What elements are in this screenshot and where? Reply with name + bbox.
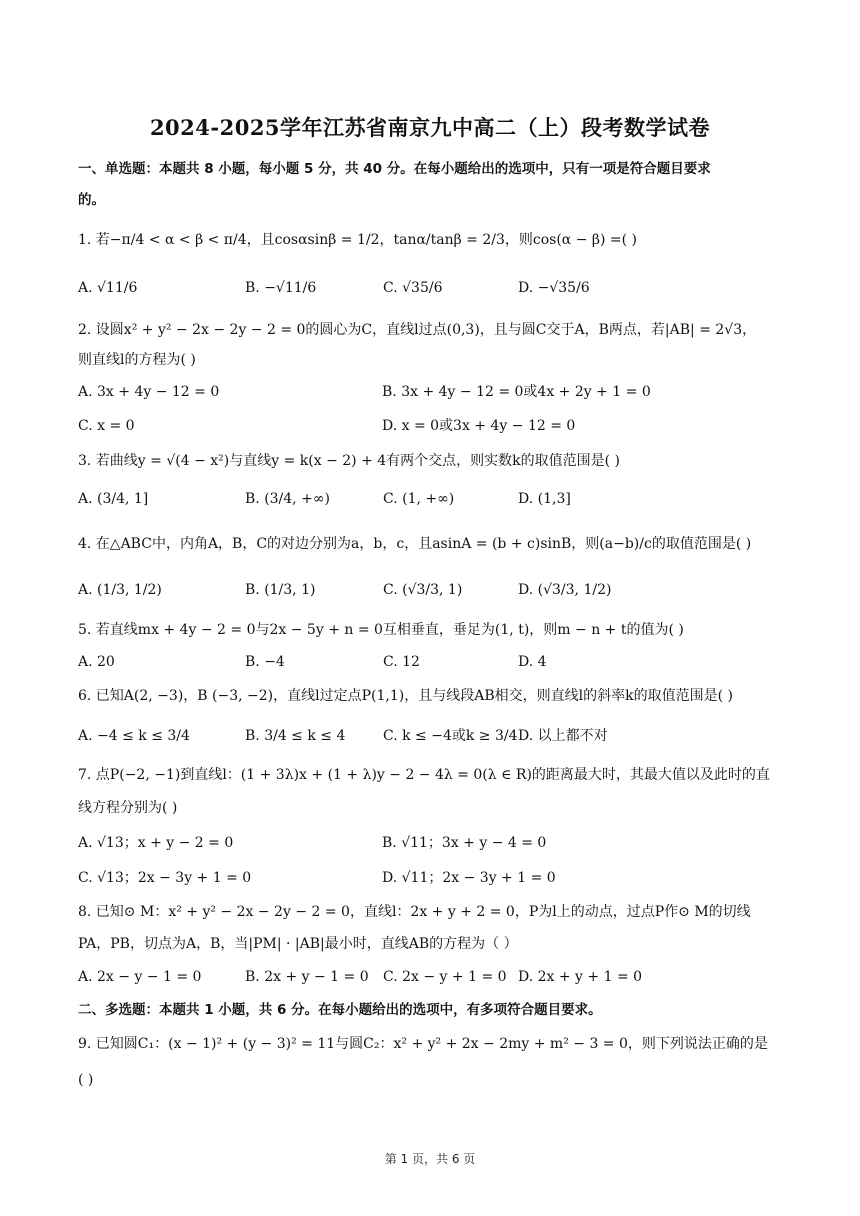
question-5-option-b: B. −4	[245, 654, 285, 670]
question-5-option-c: C. 12	[383, 654, 420, 670]
page-footer: 第 1 页，共 6 页	[384, 1152, 476, 1166]
question-4-option-a: A. (1/3, 1/2)	[78, 582, 162, 598]
question-1-option-d: D. −√35/6	[518, 280, 590, 296]
question-2-option-b: B. 3x + 4y − 12 = 0或4x + 2y + 1 = 0	[382, 384, 651, 400]
question-8-option-b: B. 2x + y − 1 = 0	[245, 969, 369, 985]
question-6-option-c: C. k ≤ −4或k ≥ 3/4	[383, 728, 518, 744]
question-3-option-d: D. (1,3]	[518, 491, 571, 507]
question-3-option-a: A. (3/4, 1]	[78, 491, 149, 507]
question-3-option-b: B. (3/4, +∞)	[245, 491, 330, 507]
question-2-stem: 2. 设圆x² + y² − 2x − 2y − 2 = 0的圆心为C，直线l过点(0,3)，且与圆C交于A，B两点，若|AB| = 2√3，	[78, 322, 757, 338]
question-4-stem: 4. 在△ABC中，内角A，B，C的对边分别为a，b，c，且asinA = (b + c)sinB，则(a−b)/c的取值范围是( )	[78, 536, 752, 552]
question-4-option-b: B. (1/3, 1)	[245, 582, 316, 598]
question-3-stem: 3. 若曲线y = √(4 − x²)与直线y = k(x − 2) + 4有两个交点，则实数k的取值范围是( )	[78, 453, 621, 469]
question-6-stem: 6. 已知A(2, −3)，B (−3, −2)，直线l过定点P(1,1)，且与线段AB相交，则直线l的斜率k的取值范围是( )	[78, 688, 733, 704]
question-6-option-d: D. 以上都不对	[518, 728, 608, 744]
question-2-stem-cont: 则直线l的方程为( )	[78, 352, 196, 368]
question-5-stem: 5. 若直线mx + 4y − 2 = 0与2x − 5y + n = 0互相垂直，垂足为(1, t)，则m − n + t的值为( )	[78, 622, 684, 638]
question-7-option-a: A. √13；x + y − 2 = 0	[78, 835, 234, 851]
page-title: 2024-2025学年江苏省南京九中高二（上）段考数学试卷	[149, 115, 711, 140]
question-6-option-b: B. 3/4 ≤ k ≤ 4	[245, 728, 346, 744]
question-9-stem: 9. 已知圆C₁：(x − 1)² + (y − 3)² = 11与圆C₂：x² + y² + 2x − 2my + m² − 3 = 0，则下列说法正确的是	[78, 1036, 768, 1052]
question-1-option-b: B. −√11/6	[245, 280, 317, 296]
question-7-option-b: B. √11；3x + y − 4 = 0	[382, 835, 547, 851]
question-8-option-d: D. 2x + y + 1 = 0	[518, 969, 643, 985]
question-1-option-c: C. √35/6	[383, 280, 443, 296]
question-7-option-d: D. √11；2x − 3y + 1 = 0	[382, 870, 556, 886]
question-3-option-c: C. (1, +∞)	[383, 491, 455, 507]
question-8-option-c: C. 2x − y + 1 = 0	[383, 969, 507, 985]
question-2-option-d: D. x = 0或3x + 4y − 12 = 0	[382, 418, 576, 434]
question-1-stem: 1. 若−π/4 < α < β < π/4，且cosαsinβ = 1/2，tanα/tanβ = 2/3，则cos(α − β) =( )	[78, 232, 637, 248]
question-7-stem: 7. 点P(−2, −1)到直线l：(1 + 3λ)x + (1 + λ)y − 2 − 4λ = 0(λ ∈ R)的距离最大时，其最大值以及此时的直	[78, 767, 770, 783]
question-7-stem-cont: 线方程分别为( )	[78, 800, 178, 816]
question-8-stem-cont: PA，PB，切点为A，B，当|PM| · |AB|最小时，直线AB的方程为（ ）	[78, 936, 518, 952]
question-1-option-a: A. √11/6	[78, 280, 138, 296]
question-8-option-a: A. 2x − y − 1 = 0	[78, 969, 202, 985]
question-5-option-a: A. 20	[78, 654, 115, 670]
question-4-option-c: C. (√3/3, 1)	[383, 582, 463, 598]
question-5-option-d: D. 4	[518, 654, 547, 670]
question-4-option-d: D. (√3/3, 1/2)	[518, 582, 612, 598]
question-7-option-c: C. √13；2x − 3y + 1 = 0	[78, 870, 252, 886]
section-1-heading-cont: 的。	[78, 192, 105, 208]
section-2-heading: 二、多选题：本题共 1 小题，共 6 分。在每小题给出的选项中，有多项符合题目要求。	[78, 1002, 602, 1018]
section-1-heading: 一、单选题：本题共 8 小题，每小题 5 分，共 40 分。在每小题给出的选项中，只有一项是符合题目要求	[78, 161, 711, 177]
question-8-stem: 8. 已知⊙ M：x² + y² − 2x − 2y − 2 = 0，直线l：2x + y + 2 = 0，P为l上的动点，过点P作⊙ M的切线	[78, 904, 751, 920]
question-9-stem-cont: ( )	[78, 1072, 94, 1088]
question-6-option-a: A. −4 ≤ k ≤ 3/4	[78, 728, 190, 744]
question-2-option-c: C. x = 0	[78, 418, 135, 434]
question-2-option-a: A. 3x + 4y − 12 = 0	[78, 384, 220, 400]
